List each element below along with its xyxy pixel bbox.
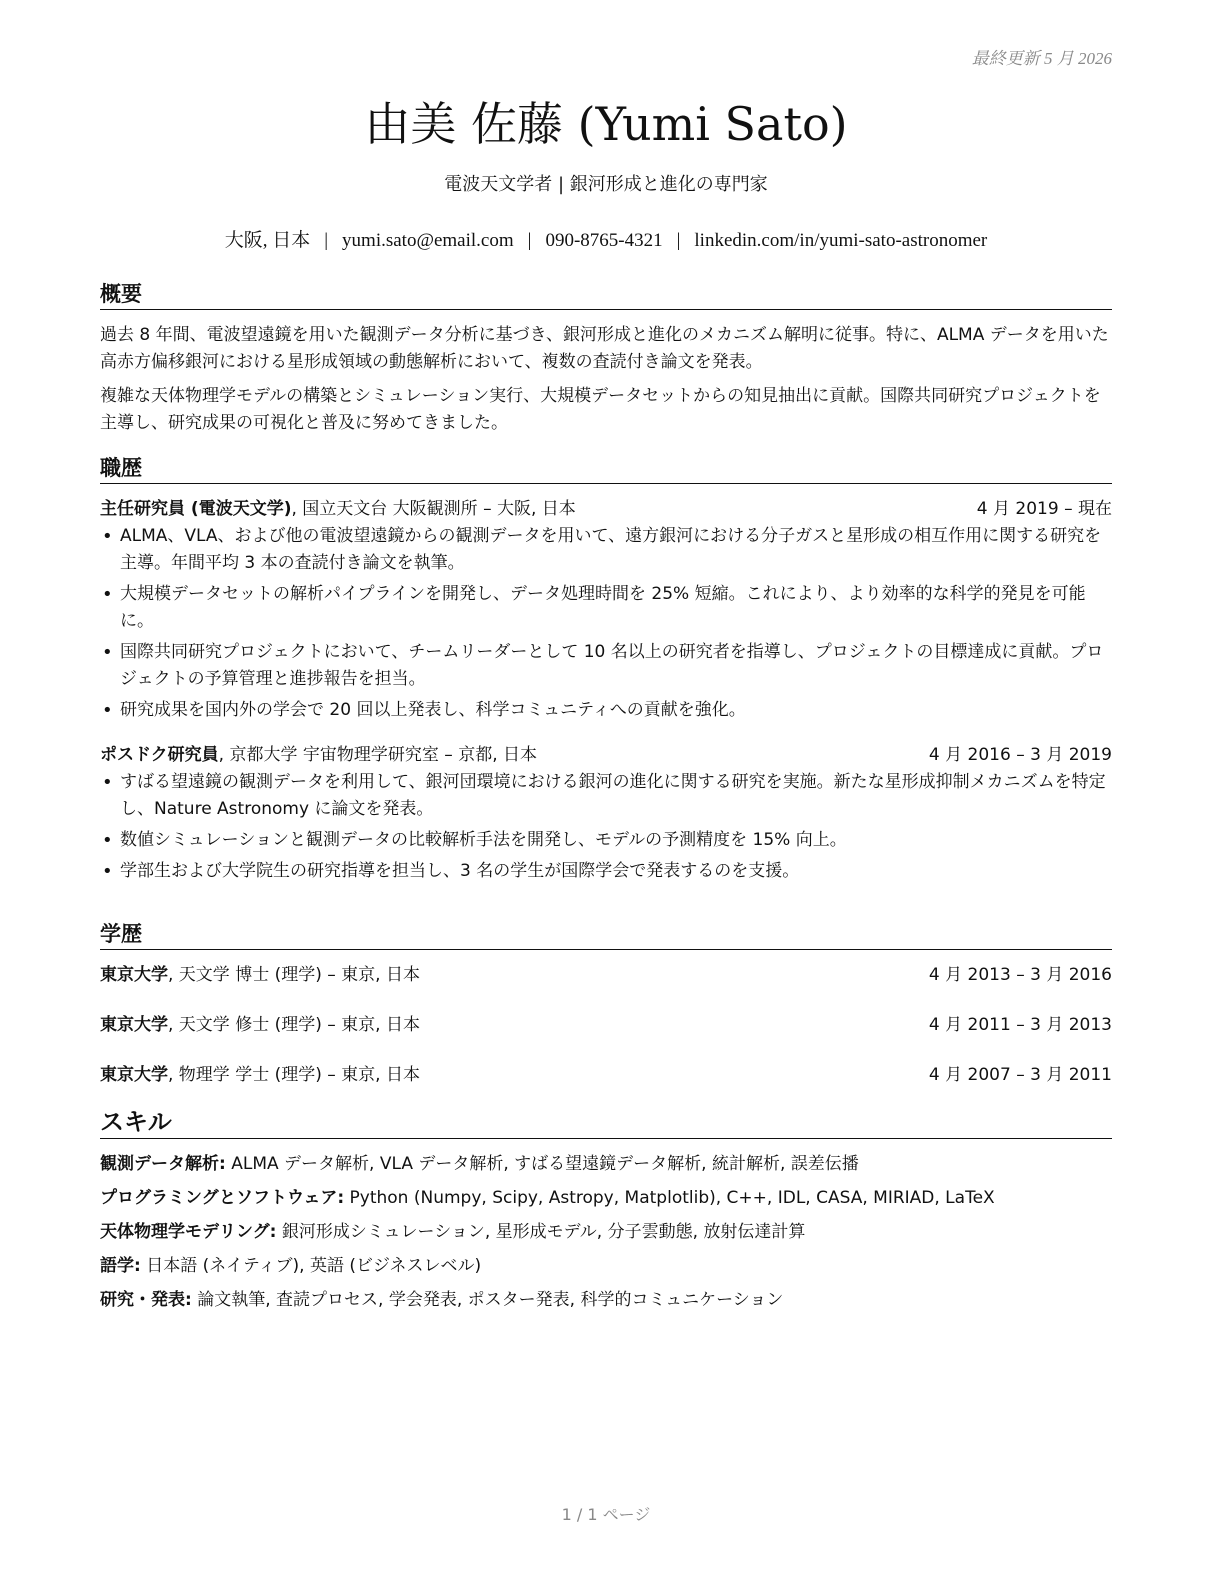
section-title-experience: 職歴: [100, 452, 1112, 484]
tagline: 電波天文学者 | 銀河形成と進化の専門家: [444, 174, 768, 195]
job-bullet: • 大規模データセットの解析パイプラインを開発し、データ処理時間を 25% 短縮。これにより、より効率的な科学的発見を可能に。: [100, 581, 1112, 635]
skill-label: プログラミングとソフトウェア:: [100, 1188, 345, 1208]
skill-label: 観測データ解析:: [100, 1154, 226, 1174]
education-entry: [100, 1012, 1112, 1039]
job-header: [100, 496, 1112, 523]
contact-linkedin[interactable]: linkedin.com/in/yumi-sato-astronomer: [694, 230, 988, 251]
education-school: 東京大学: [100, 965, 168, 985]
job-role: 主任研究員 (電波天文学): [100, 499, 292, 519]
job-bullets: [100, 769, 1112, 885]
job-entry: [100, 742, 1112, 885]
skill-row: [100, 1287, 1112, 1314]
skill-row: [100, 1253, 1112, 1280]
skill-label: 天体物理学モデリング:: [100, 1222, 277, 1242]
summary-paragraph: 複雑な天体物理学モデルの構築とシミュレーション実行、大規模データセットからの知見抽出に貢献。国際共同研究プロジェクトを主導し、研究成果の可視化と普及に努めてきました。: [100, 386, 1101, 433]
skill-value: 論文執筆, 査読プロセス, 学会発表, ポスター発表, 科学的コミュニケーション: [191, 1290, 784, 1310]
skill-label: 研究・発表:: [100, 1290, 192, 1310]
experience-section: [100, 452, 1112, 889]
resume-page: [100, 0, 1112, 1584]
contact-line: [100, 225, 1112, 252]
job-role: ポスドク研究員: [100, 745, 219, 765]
job-bullet: • 学部生および大学院生の研究指導を担当し、3 名の学生が国際学会で発表するのを支援。: [100, 858, 1112, 885]
education-school: 東京大学: [100, 1065, 168, 1085]
education-dates: 4 月 2007 – 3 月 2011: [928, 1065, 1112, 1085]
candidate-name: 由美 佐藤 (Yumi Sato): [364, 97, 848, 151]
education-section: [100, 918, 1112, 1089]
skills-section: [100, 1102, 1112, 1321]
job-header: [100, 742, 1112, 769]
education-entry: [100, 962, 1112, 989]
skill-row: [100, 1185, 1112, 1212]
job-bullet: • 国際共同研究プロジェクトにおいて、チームリーダーとして 10 名以上の研究者を指導し、プロジェクトの目標達成に貢献。プロジェクトの予算管理と進捗報告を担当。: [100, 639, 1112, 693]
job-bullets: [100, 523, 1112, 724]
contact-separator: |: [527, 230, 532, 251]
section-title-summary: 概要: [100, 278, 1112, 310]
skills-list: [100, 1151, 1112, 1314]
skill-row: [100, 1151, 1112, 1178]
skill-value: Python (Numpy, Scipy, Astropy, Matplotlib), C++, IDL, CASA, MIRIAD, LaTeX: [344, 1188, 995, 1208]
section-title-skills: スキル: [100, 1102, 1112, 1139]
contact-separator: |: [676, 230, 681, 251]
education-entry: [100, 1062, 1112, 1089]
skill-value: 銀河形成シミュレーション, 星形成モデル, 分子雲動態, 放射伝達計算: [276, 1222, 806, 1242]
summary-paragraph: 過去 8 年間、電波望遠鏡を用いた観測データ分析に基づき、銀河形成と進化のメカニズム解明に従事。特に、ALMA データを用いた高赤方偏移銀河における星形成領域の動態解析において、複数の査読付き論文を発表。: [100, 325, 1109, 372]
education-detail: , 天文学 修士 (理学) – 東京, 日本: [168, 1015, 420, 1035]
education-detail: , 天文学 博士 (理学) – 東京, 日本: [168, 965, 420, 985]
skill-label: 語学:: [100, 1256, 141, 1276]
skill-value: 日本語 (ネイティブ), 英語 (ビジネスレベル): [140, 1256, 482, 1276]
contact-phone[interactable]: 090-8765-4321: [545, 230, 663, 251]
contact-location: 大阪, 日本: [224, 230, 311, 251]
job-dates: 4 月 2016 – 3 月 2019: [928, 745, 1112, 765]
education-detail: , 物理学 学士 (理学) – 東京, 日本: [168, 1065, 420, 1085]
job-bullet: • 研究成果を国内外の学会で 20 回以上発表し、科学コミュニティへの貢献を強化。: [100, 697, 1112, 724]
summary-section: [100, 278, 1112, 437]
job-org: , 国立天文台 大阪観測所 – 大阪, 日本: [291, 499, 576, 519]
education-dates: 4 月 2013 – 3 月 2016: [928, 965, 1112, 985]
skill-value: ALMA データ解析, VLA データ解析, すばる望遠鏡データ解析, 統計解析, 誤差伝播: [225, 1154, 859, 1174]
section-title-education: 学歴: [100, 918, 1112, 950]
contact-email[interactable]: yumi.sato@email.com: [342, 230, 514, 251]
last-updated: 最終更新 5 月 2026: [971, 49, 1112, 68]
job-entry: [100, 496, 1112, 724]
contact-separator: |: [324, 230, 329, 251]
job-bullet: • 数値シミュレーションと観測データの比較解析手法を開発し、モデルの予測精度を 15% 向上。: [100, 827, 1112, 854]
skill-row: [100, 1219, 1112, 1246]
education-school: 東京大学: [100, 1015, 168, 1035]
education-dates: 4 月 2011 – 3 月 2013: [928, 1015, 1112, 1035]
job-dates: 4 月 2019 – 現在: [976, 499, 1112, 519]
job-bullet: • ALMA、VLA、および他の電波望遠鏡からの観測データを用いて、遠方銀河における分子ガスと星形成の相互作用に関する研究を主導。年間平均 3 本の査読付き論文を執筆。: [100, 523, 1112, 577]
job-bullet: • すばる望遠鏡の観測データを利用して、銀河団環境における銀河の進化に関する研究を実施。新たな星形成抑制メカニズムを特定し、Nature Astronomy に論文を発表。: [100, 769, 1112, 823]
job-org: , 京都大学 宇宙物理学研究室 – 京都, 日本: [218, 745, 537, 765]
page-number: 1 / 1 ページ: [561, 1505, 651, 1524]
